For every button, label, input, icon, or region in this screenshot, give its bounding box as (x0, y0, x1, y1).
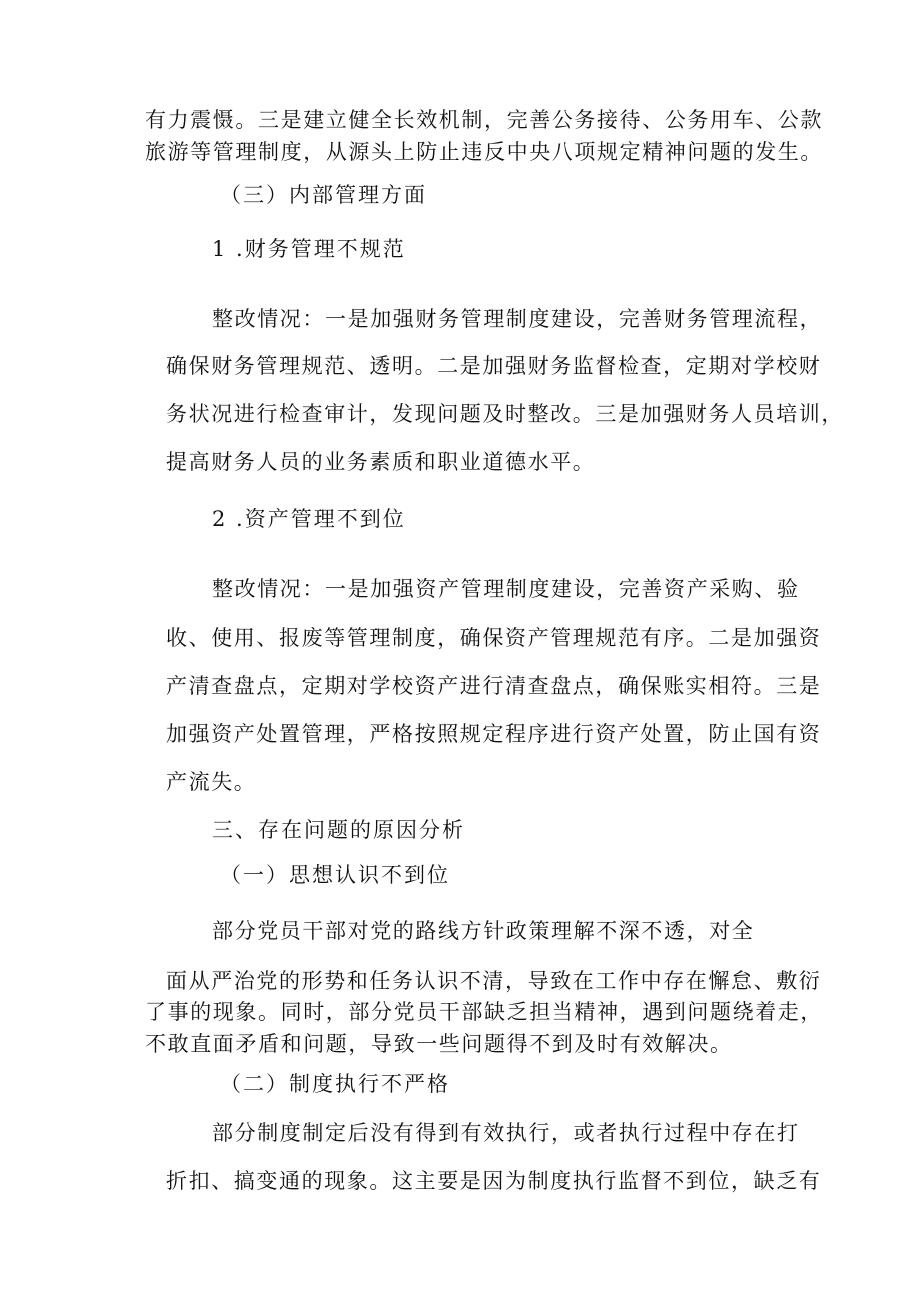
paragraph-line: 务状况进行检查审计，发现问题及时整改。三是加强财务人员培训， (166, 402, 844, 426)
section-heading: （一）思想认识不到位 (220, 863, 450, 887)
paragraph-line: 面从严治党的形势和任务认识不清，导致在工作中存在懈怠、敷衍 (166, 969, 822, 993)
paragraph-line: 旅游等管理制度，从源头上防止违反中央八项规定精神问题的发生。 (145, 140, 823, 164)
paragraph-line: 部分党员干部对党的路线方针政策理解不深不透，对全 (212, 919, 755, 943)
paragraph-line: 整改情况：一是加强资产管理制度建设，完善资产采购、验 (212, 577, 800, 601)
item-heading: 1 .财务管理不规范 (212, 237, 406, 261)
paragraph-line: 了事的现象。同时，部分党员干部缺乏担当精神，遇到问题绕着走， (145, 1000, 823, 1024)
item-heading: 2 .资产管理不到位 (212, 507, 406, 531)
paragraph-line: 产流失。 (166, 770, 257, 794)
paragraph-line: 产清查盘点，定期对学校资产进行清查盘点，确保账实相符。三是 (166, 674, 822, 698)
paragraph-line: 加强资产处置管理，严格按照规定程序进行资产处置，防止国有资 (166, 722, 822, 746)
paragraph-line: 提高财务人员的业务素质和职业道德水平。 (166, 450, 596, 474)
paragraph-line: 确保财务管理规范、透明。二是加强财务监督检查，定期对学校财 (166, 354, 822, 378)
section-heading: （二）制度执行不严格 (220, 1072, 450, 1096)
section-heading: （三）内部管理方面 (220, 183, 427, 207)
paragraph-line: 不敢直面矛盾和问题，导致一些问题得不到及时有效解决。 (145, 1032, 733, 1056)
paragraph-line: 收、使用、报废等管理制度，确保资产管理规范有序。二是加强资 (166, 626, 822, 650)
paragraph-line: 部分制度制定后没有得到有效执行，或者执行过程中存在打 (212, 1121, 800, 1145)
paragraph-line: 有力震慑。三是建立健全长效机制，完善公务接待、公务用车、公款 (145, 108, 823, 132)
paragraph-line: 整改情况：一是加强财务管理制度建设，完善财务管理流程， (212, 307, 823, 331)
paragraph-line: 折扣、搞变通的现象。这主要是因为制度执行监督不到位，缺乏有 (166, 1169, 822, 1193)
chapter-heading: 三、存在问题的原因分析 (212, 818, 465, 842)
